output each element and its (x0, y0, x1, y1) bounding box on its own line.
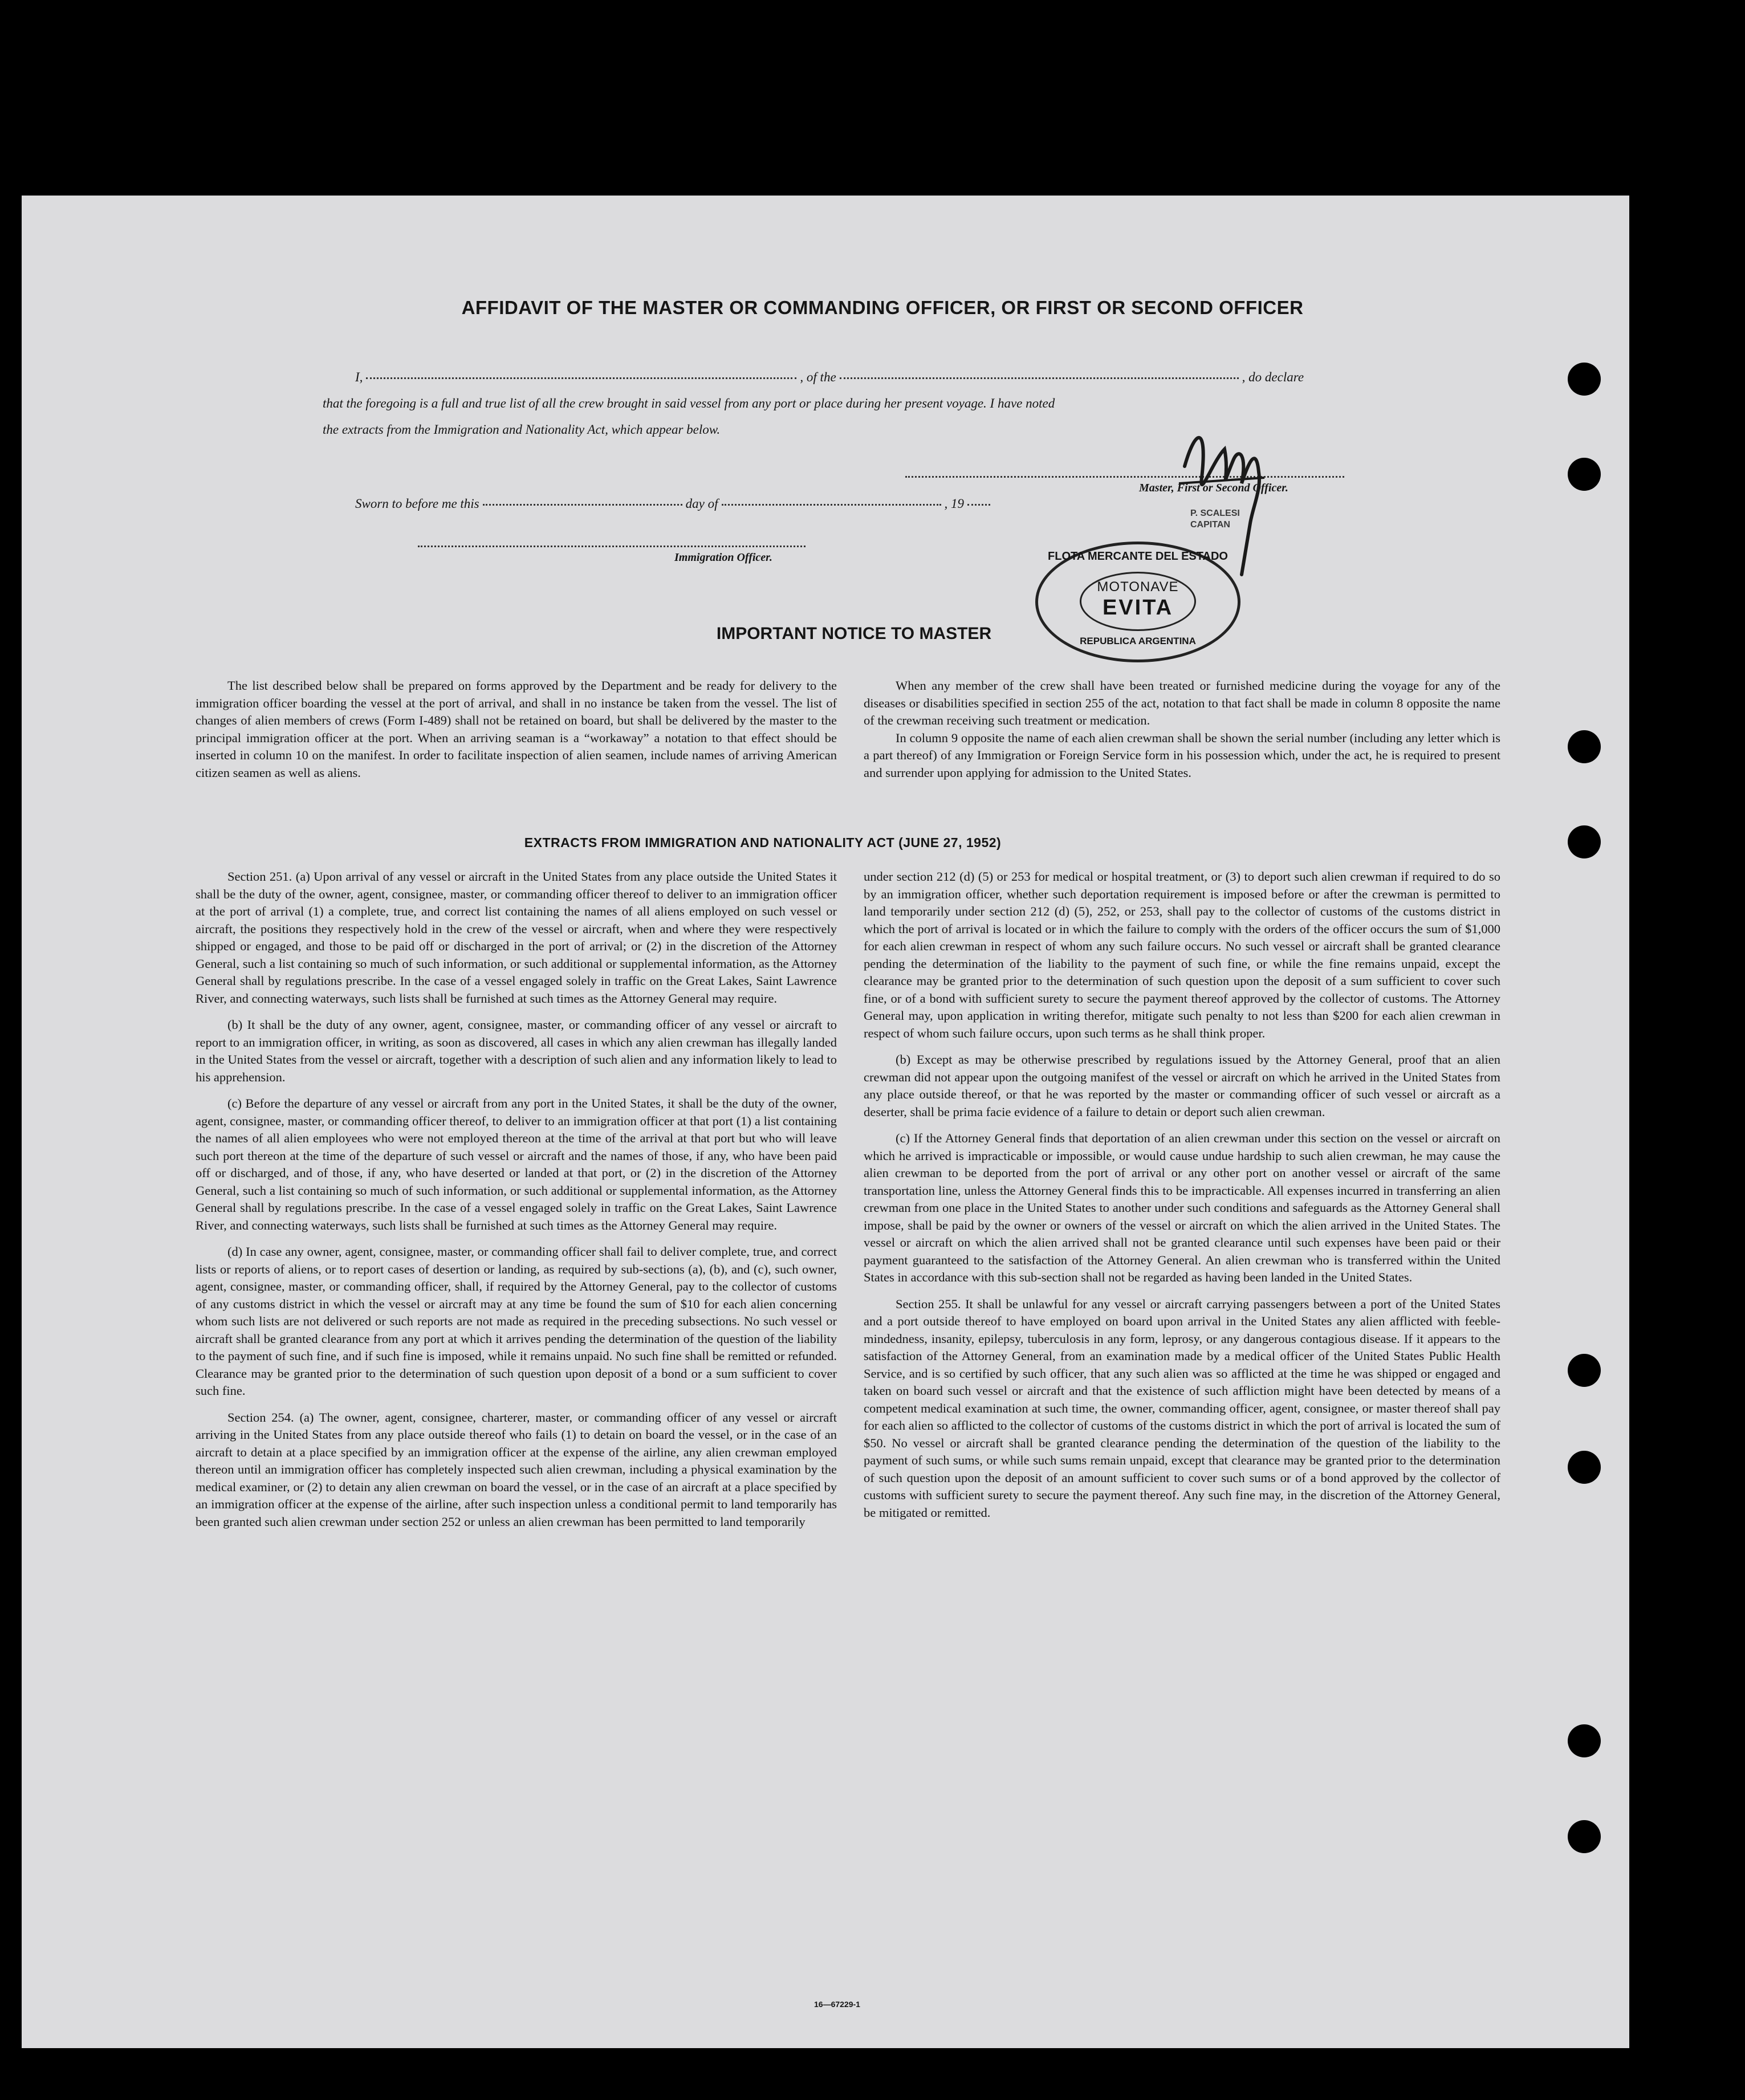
notice-paragraph: In column 9 opposite the name of each alien crewman shall be shown the serial number (including any letter which is a part thereof) of any Immigration or Foreign Service form in his possession which, under the act, he is required to present and surrender upon applying for admission to the United States. (864, 730, 1500, 780)
punch-hole (1568, 1724, 1601, 1757)
sworn-label: Sworn to before me this (355, 496, 479, 511)
sworn-year-blank (967, 504, 990, 506)
stamp-center (1080, 572, 1196, 631)
form-code: 16—67229-1 (814, 2000, 860, 2009)
punch-hole (1568, 363, 1601, 396)
sworn-day-blank (483, 504, 682, 506)
section-paragraph: Section 254. (a) The owner, agent, consignee, charterer, master, or commanding officer of any vessel or aircraft arriving in the United States from any place outside thereof who fails (1) to detain on board the vessel, or in the case of an aircraft to detain at a place specified by an immigration officer at the expense of the airline, any alien crewman employed thereon until an immigration officer has completely inspected such alien crewman, including a physical examination by the medical examiner, or (2) to detain any alien crewman on board the vessel, or in the case of an aircraft at a place specified by an immigration officer at the expense of the airline, after such inspection unless a conditional permit to land temporarily has been granted such alien crewman under section 252 or unless an alien crewman has been permitted to land temporarily (196, 1410, 837, 1529)
notice-left-column (196, 677, 837, 782)
section-paragraph: (b) Except as may be otherwise prescribed by regulations issued by the Attorney General, proof that an alien crewman did not appear upon the outgoing manifest of the vessel or aircraft on which he arrived in the United States from any place outside thereof, or that he was reported by the master or commanding officer of such vessel or aircraft as a deserter, shall be prima facie evidence of a failure to detain or deport such alien crewman. (864, 1052, 1500, 1119)
of-the-label: , of the (800, 370, 836, 384)
section-paragraph: (c) Before the departure of any vessel or aircraft from any port in the United States, it shall be the duty of the owner, agent, consignee, master, or commanding officer thereof, to deliver to an immigration officer at that port (1) a list containing the names of all alien employees who were not employed thereon at the time of the arrival at that port but who will leave such port thereon at the time of the departure of such vessel or aircraft and the names of those, if any, who have been paid off or discharged, and of those, if any, who have deserted or landed at that port, or (2) in the discretion of the Attorney General, such a list containing so much of such information, or such additional or supplemental information, as the Attorney General shall by regulations prescribe. In the case of a vessel engaged solely in traffic on the Great Lakes, Saint Lawrence River, and connecting waterways, such lists shall be furnished at such times as the Attorney General may require. (196, 1096, 837, 1232)
sworn-line (355, 496, 994, 511)
section-paragraph: (d) In case any owner, agent, consignee, master, or commanding officer shall fail to deliver complete, true, and correct lists or reports of aliens, or to report cases of desertion or landing, as required by sub-sections (a), (b), and (c), such owner, agent, consignee, master, or commanding officer, shall, if required by the Attorney General, pay to the collector of customs of any customs district in which the vessel or aircraft may at any time be found the sum of $10 for each alien concerning whom such lists are not delivered or such reports are not made as required in the preceding subsections. No such vessel or aircraft shall be granted clearance from any port at which it arrives pending the determination of the question of the liability to the payment of such fine, and if such fine is imposed, while it remains unpaid. No such fine shall be remitted or refunded. Clearance may be granted prior to the determination of such question upon deposit of a bond or a sum sufficient to cover such fine. (196, 1244, 837, 1398)
punch-hole (1568, 825, 1601, 858)
signature-caption: P. SCALESI CAPITAN (1190, 508, 1240, 530)
notice-paragraph: When any member of the crew shall have been treated or furnished medicine during the voyage for any of the diseases or disabilities specified in section 255 of the act, notation to that fact shall be made in column 8 opposite the name of the crewman receiving such treatment or medication. (864, 678, 1500, 727)
master-label: Master, First or Second Officer. (1139, 482, 1288, 494)
document-page (22, 196, 1629, 2048)
stamp-line-2: EVITA (1102, 596, 1174, 620)
section-paragraph: Section 251. (a) Upon arrival of any vessel or aircraft in the United States from any place outside the United States it shall be the duty of the owner, agent, consignee, master, or commanding officer thereof to deliver to an immigration officer at the port of arrival (1) a complete, true, and correct list containing the names of all aliens employed on such vessel or aircraft, the positions they respectively hold in the crew of the vessel or aircraft, when and where they were respectively shipped or engaged, and those to be paid off or discharged in the port of arrival; or (2) in the discretion of the Attorney General, such a list containing so much of such information, or such additional or supplemental information, as the Attorney General shall by regulations prescribe. In the case of a vessel engaged solely in traffic on the Great Lakes, Saint Lawrence River, and connecting waterways, such lists shall be furnished at such times as the Attorney General may require. (196, 869, 837, 1006)
notice-title: IMPORTANT NOTICE TO MASTER (716, 624, 992, 643)
declaration-line (355, 370, 1304, 385)
stamp-line-1: MOTONAVE (1097, 579, 1179, 595)
punch-hole (1568, 730, 1601, 763)
do-declare-label: , do declare (1242, 370, 1304, 384)
stamp-bottom-text: REPUBLICA ARGENTINA (1080, 636, 1196, 646)
declarant-label: I, (355, 370, 363, 384)
affidavit-title: AFFIDAVIT OF THE MASTER OR COMMANDING OFFICER, OR FIRST OR SECOND OFFICER (461, 297, 1304, 318)
punch-hole (1568, 1820, 1601, 1853)
punch-hole (1568, 1354, 1601, 1387)
declaration-text: that the foregoing is a full and true list of all the crew brought in said vessel from any port or place during her present voyage. I have noted (323, 396, 1055, 410)
extracts-right-column (864, 868, 1500, 1521)
extracts-title: EXTRACTS FROM IMMIGRATION AND NATIONALITY ACT (JUNE 27, 1952) (524, 835, 1002, 850)
declaration-text-2: the extracts from the Immigration and Nationality Act, which appear below. (323, 422, 721, 437)
vessel-blank (840, 377, 1239, 379)
notice-right-column (864, 677, 1500, 782)
notice-paragraph: The list described below shall be prepared on forms approved by the Department and be ready for delivery to the immigration officer boarding the vessel at the port of arrival, and shall in no instance be taken from the vessel. The list of changes of alien members of crews (Form I-489) shall not be retained on board, but shall be delivered by the master to the principal immigration officer at the port. When an arriving seaman is a “workaway” a notation to that effect should be inserted in column 10 on the manifest. In order to facilitate inspection of alien seamen, include names of arriving American citizen seamen as well as aliens. (196, 678, 837, 780)
section-paragraph: Section 255. It shall be unlawful for any vessel or aircraft carrying passengers between a port of the United States and a port outside thereof to have employed on board upon arrival in the United States any alien afflicted with feeble-mindedness, insanity, epilepsy, tuberculosis in any form, leprosy, or any dangerous contagious disease. If it appears to the satisfaction of the Attorney General, from an examination made by a medical officer of the United States Public Health Service, and is so certified by such officer, that any such alien was so afflicted at the time he was shipped or engaged and taken on board such vessel or aircraft and that the existence of such affliction might have been detected by means of a competent medical examination at such time, the owner, commanding officer, agent, consignee, or master thereof shall pay for each alien so afflicted to the collector of customs of the customs district in which the port of arrival is located the sum of $50. No vessel or aircraft shall be granted clearance pending the determination of the question of the liability to the payment of such sums, or while such sums remain unpaid, except that clearance may be granted prior to the determination of such question upon the deposit of an amount sufficient to cover such sums or of a bond approved by the collector of customs with sufficient surety to secure the payment thereof. Any such fine may, in the discretion of the Attorney General, be mitigated or remitted. (864, 1296, 1500, 1520)
day-of-label: day of (685, 496, 718, 511)
extracts-left-column (196, 868, 837, 1531)
officer-label: Immigration Officer. (674, 551, 772, 564)
officer-signature-line (418, 546, 806, 547)
year-label: , 19 (944, 496, 964, 511)
section-paragraph: (c) If the Attorney General finds that deportation of an alien crewman under this section on the vessel or aircraft on which he arrived is impracticable or impossible, or would cause undue hardship to such alien crewman, he may cause the alien crewman to be deported from the port of arrival or any other port on another vessel or aircraft of the same transportation line, unless the Attorney General finds this to be impracticable. All expenses incurred in transferring an alien crewman from one place in the United States to another under such conditions and safeguards as the Attorney General shall impose, shall be paid by the owner or owners of the vessel or aircraft on which the alien arrived in the United States. The vessel or aircraft on which the alien arrived shall not be granted clearance until such expenses have been paid or their payment guaranteed to the satisfaction of the Attorney General. An alien crewman who is transferred within the United States in accordance with this sub-section shall not be regarded as having been landed in the United States. (864, 1131, 1500, 1284)
stamp-top-text: FLOTA MERCANTE DEL ESTADO (1048, 550, 1228, 563)
punch-hole (1568, 458, 1601, 491)
section-paragraph: (b) It shall be the duty of any owner, agent, consignee, master, or commanding officer of any vessel or aircraft to report to an immigration officer, in writing, as soon as discovered, all cases in which any alien crewman has illegally landed in the United States from the vessel or aircraft, together with a description of such alien and any information likely to lead to his apprehension. (196, 1018, 837, 1084)
section-paragraph: under section 212 (d) (5) or 253 for medical or hospital treatment, or (3) to deport such alien crewman if required to do so by an immigration officer, whether such deportation requirement is imposed before or after the crewman is permitted to land temporarily under section 212 (d) (5), 252, or 253, shall pay to the collector of customs of the customs district in which the port of arrival is located or in which the failure to comply with the orders of the officer occurs the sum of $1,000 for each alien crewman in respect of whom any such failure occurs. No such vessel or aircraft shall be granted clearance pending the determination of the liability to the payment of such fine, or while the fine remains unpaid, except the clearance may be granted prior to the determination of such question upon the deposit of a sum sufficient to cover such fine, or of a bond with sufficient surety to secure the payment thereof approved by the collector of customs. The Attorney General may, upon application in writing therefor, mitigate such penalty to not less than $200 for each alien crewman in respect of whom such failure occurs, upon such terms as he shall think proper. (864, 869, 1500, 1040)
name-blank (366, 377, 796, 379)
sworn-month-blank (722, 504, 941, 506)
punch-hole (1568, 1451, 1601, 1484)
